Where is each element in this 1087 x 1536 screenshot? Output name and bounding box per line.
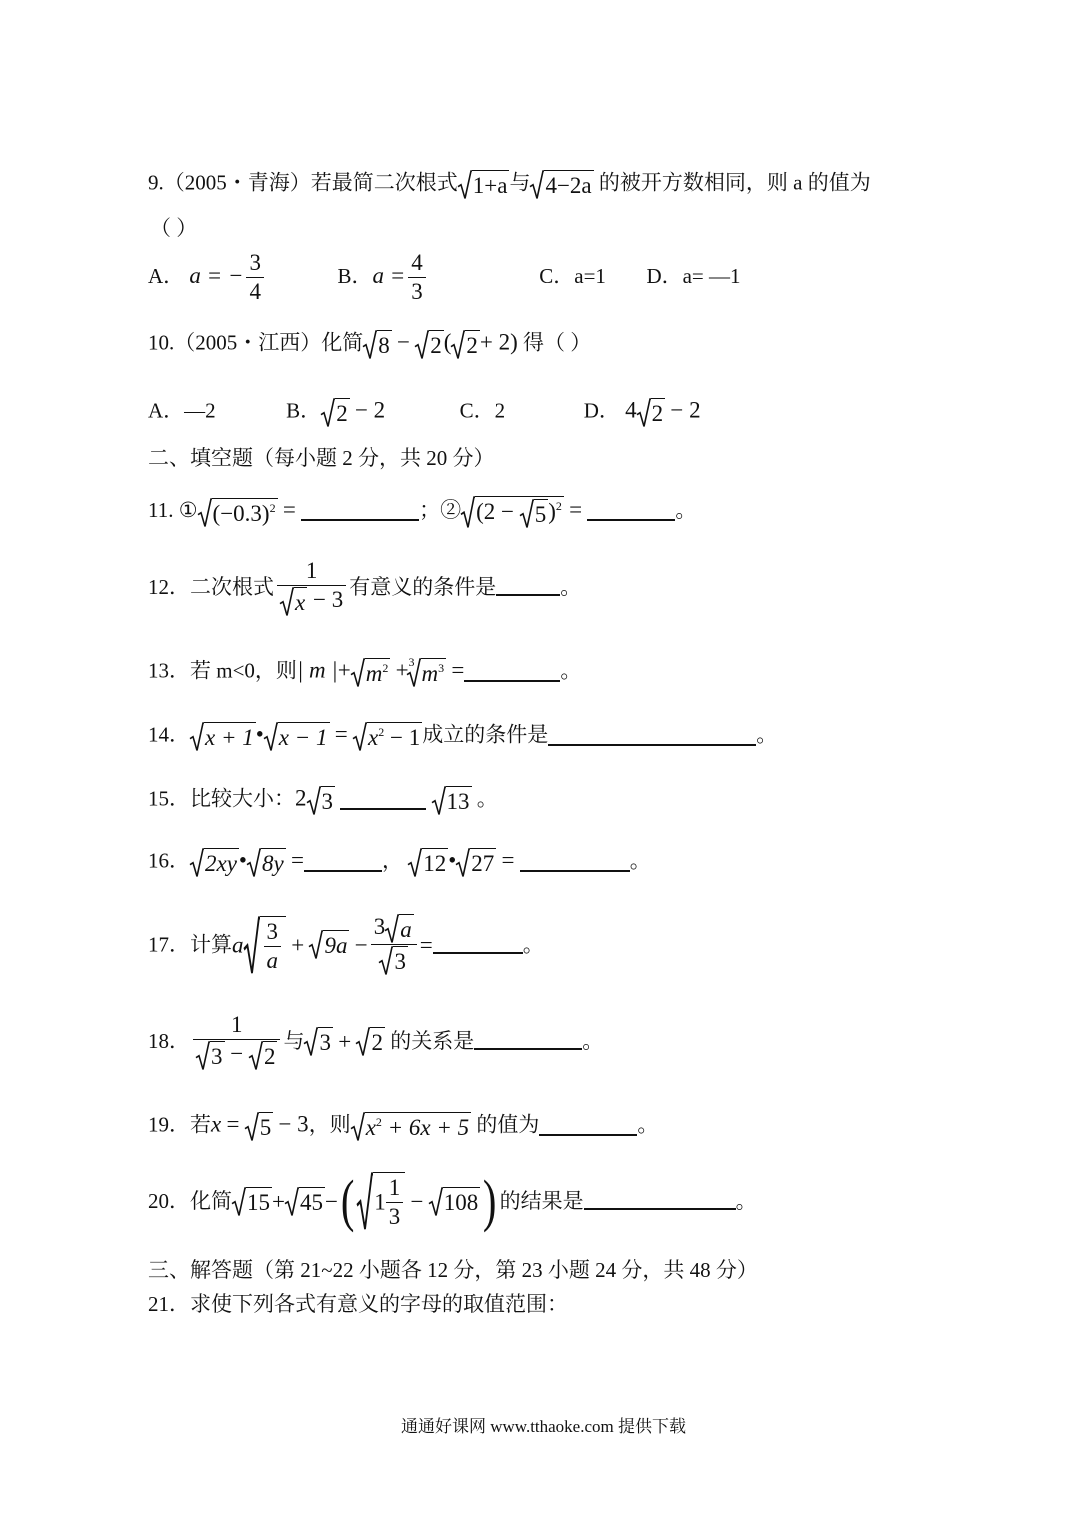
sqrt: 2 <box>356 1027 385 1056</box>
sqrt: $m^3$ <box>407 658 447 687</box>
sqrt: 8 <box>363 330 392 359</box>
question-15: 15．比较大小：2 3 13 。 <box>148 785 498 814</box>
question-21: 21．求使下列各式有意义的字母的取值范围： <box>148 1292 568 1316</box>
question-10-options: A．—2 B． 2 − 2 C．2 D． 4 2 − 2 <box>148 397 701 426</box>
question-16: 16． 2xy• 8y = ， 12• 27 = 。 <box>148 847 651 876</box>
answer-blank[interactable] <box>496 593 560 596</box>
answer-blank[interactable] <box>464 679 560 682</box>
question-11: 11. ① $(-0.3)^2$ = ；② (2 − 5)$^2$ = 。 <box>148 497 697 527</box>
answer-blank[interactable] <box>340 807 426 810</box>
answer-blank[interactable] <box>304 869 382 872</box>
fraction: $\frac{1}{3}$ <box>386 1175 404 1231</box>
sqrt: 3 <box>379 946 408 975</box>
answer-blank[interactable] <box>587 518 675 521</box>
sqrt: 5 <box>245 1112 274 1141</box>
sqrt: 2 <box>415 330 444 359</box>
question-9-paren: （ ） <box>150 216 198 240</box>
answer-blank[interactable] <box>301 518 419 521</box>
sqrt: 45 <box>285 1187 325 1216</box>
section-2-title: 二、填空题（每小题 2 分，共 20 分） <box>148 446 495 470</box>
sqrt: 1 $\frac{1}{3}$ <box>357 1172 405 1231</box>
answer-blank[interactable] <box>520 869 630 872</box>
sqrt: $x^2 - 1$ <box>353 722 422 751</box>
sqrt: 2 <box>321 398 350 427</box>
page-footer: 通通好课网 www.tthaoke.com 提供下载 <box>400 1417 687 1436</box>
sqrt: 8y <box>247 848 286 877</box>
question-20: 20．化简 15+ 45−( 1 $\frac{1}{3}$ − 108) 的结果是 。 <box>148 1168 757 1234</box>
sqrt: 3 <box>304 1027 333 1056</box>
sqrt: 5 <box>520 499 549 528</box>
fraction: $\frac{4}{3}$ <box>408 250 426 306</box>
sqrt: 12 <box>408 848 448 877</box>
sqrt: 9a <box>309 930 349 959</box>
question-9-options: A． a = − $\frac{3}{4}$ B．a = $\frac{4}{3}$ C．a=1 D．a= —1 <box>148 250 741 305</box>
question-10: 10.（2005・江西）化简 8 − 2( 2+ 2) 得（ ） <box>148 329 592 358</box>
sqrt: 4−2a <box>530 170 593 199</box>
sqrt: 13 <box>432 786 472 815</box>
sqrt: 2xy <box>190 848 239 877</box>
sqrt: $m^2$ <box>351 658 391 687</box>
sqrt: x <box>280 587 307 616</box>
answer-blank[interactable] <box>548 743 756 746</box>
left-paren: ( <box>340 1168 355 1234</box>
sqrt: 15 <box>232 1187 272 1216</box>
question-18: 18． 1 3 − 2 与 3 + 2 的关系是 。 <box>148 1012 604 1070</box>
question-19: 19．若x = 5 − 3，则 $x^2 + 6x + 5$ 的值为 。 <box>148 1111 659 1140</box>
sqrt: $(-0.3)^2$ <box>198 498 278 527</box>
sqrt: 2 <box>249 1041 278 1070</box>
sqrt: a <box>385 914 414 943</box>
sqrt: (2 − 5)$^2$ <box>461 496 564 528</box>
sqrt <box>244 916 287 975</box>
answer-blank[interactable] <box>433 951 523 954</box>
question-17: 17．计算a $\frac{3}{a}$ + 9a − 3 a 3 = 。 <box>148 914 544 975</box>
answer-blank[interactable] <box>584 1207 736 1210</box>
sqrt: 3 <box>196 1041 225 1070</box>
answer-blank[interactable] <box>474 1047 582 1050</box>
sqrt: x + 1 <box>190 722 256 751</box>
fraction: $\frac{3}{a}$ <box>264 919 282 975</box>
sqrt: 1+a <box>458 170 510 199</box>
sqrt: 2 <box>451 330 480 359</box>
answer-blank[interactable] <box>539 1133 637 1136</box>
question-9: 9.（2005・青海）若最简二次根式 1+a与 4−2a 的被开方数相同，则 a 的值为 <box>148 170 871 198</box>
fraction: 3 a 3 <box>371 914 417 976</box>
sqrt: x − 1 <box>264 722 330 751</box>
sqrt: 27 <box>456 848 496 877</box>
sqrt: $x^2 + 6x + 5$ <box>351 1112 471 1141</box>
sqrt: 2 <box>637 398 666 427</box>
question-14: 14． x + 1• x − 1 = $x^2 - 1$成立的条件是 。 <box>148 721 778 750</box>
question-13: 13．若 m<0，则| m |+ $m^2 +^3$ $m^3$ = 。 <box>148 654 582 686</box>
right-paren: ) <box>483 1168 497 1234</box>
fraction: 1 3 − 2 <box>193 1012 280 1071</box>
fraction: $\frac{3}{4}$ <box>246 250 264 306</box>
sqrt: 3 <box>307 786 336 815</box>
fraction: $\frac{1}{x - 3}$ <box>277 558 346 617</box>
section-3-title: 三、解答题（第 21~22 小题各 12 分，第 23 小题 24 分，共 48 分） <box>148 1258 758 1282</box>
sqrt: 108 <box>429 1187 481 1216</box>
question-12: 12．二次根式 $\frac{1}{x - 3}$ 有意义的条件是 。 <box>148 558 582 616</box>
